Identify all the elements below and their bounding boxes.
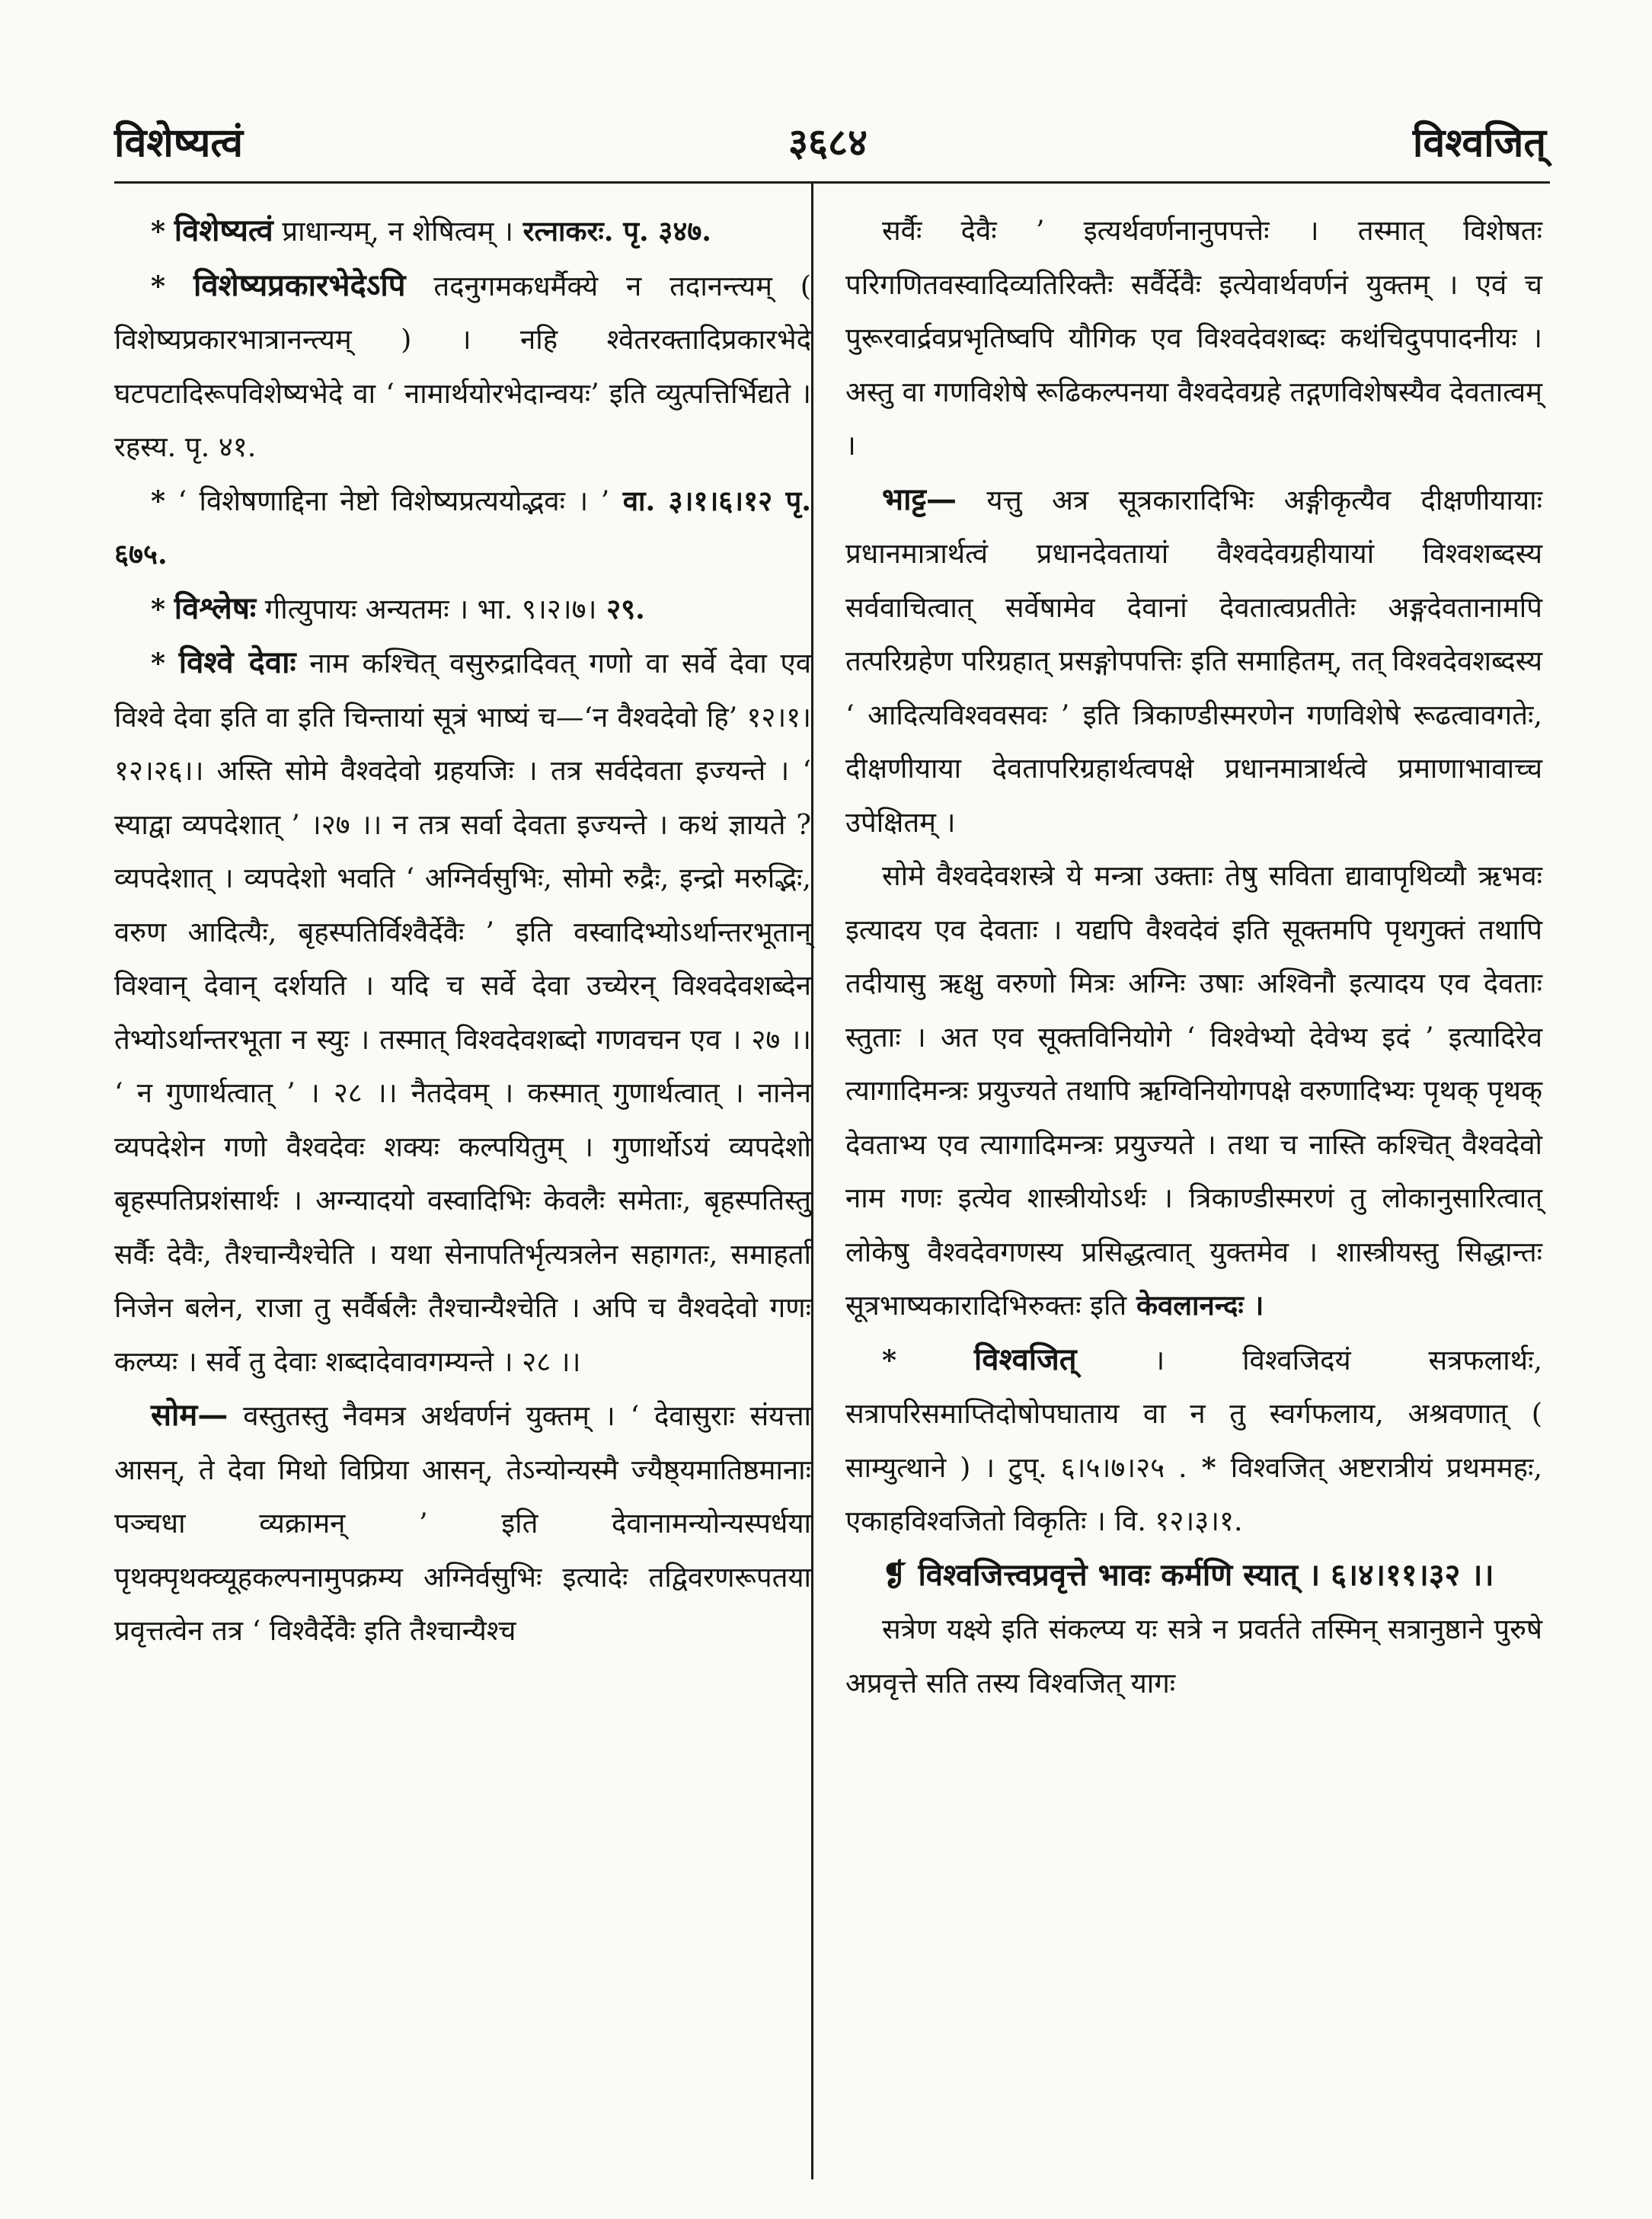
entry-keyword: विशेष्यप्रकारभेदेऽपि [193,267,406,303]
header-right-word: विश्वजित् [1412,120,1546,166]
entry-text: नाम कश्चित् वसुरुद्रादिवत् गणो वा सर्वे देवा एव विश्वे देवा इति वा इति चिन्तायां सूत्रं भाष्यं च—‘न वैश्वदेवो हि’ १२।१।१२।२६।। अस्ति सोमे वैश्वदेवो ग्रहयजिः । तत्र सर्वदेवता इज्यन्ते । ‘ स्याद्वा व्यपदेशात् ’ ।२७ ।। न तत्र सर्वा देवता इज्यन्ते । कथं ज्ञायते ? व्यपदेशात् । व्यपदेशो भवति ‘ अग्निर्वसुभिः, सोमो रुद्रैः, इन्द्रो मरुद्भिः, वरुण आदित्यैः, बृहस्पतिर्विश्वैर्देवैः ’ इति वस्वादिभ्योऽर्थान्तरभूतान् विश्वान् देवान् दर्शयति । यदि च सर्वे देवा उच्येरन् विश्वदेवशब्देन तेभ्योऽर्थान्तरभूता न स्युः । तस्मात् विश्वदेवशब्दो गणवचन एव । २७ ।। ‘ न गुणार्थत्वात् ’ । २८ ।। नैतदेवम् । कस्मात् गुणार्थत्वात् । नानेन व्यपदेशेन गणो वैश्वदेवः शक्यः कल्पयितुम् । गुणार्थोऽयं व्यपदेशो बृहस्पतिप्रशंसार्थः । अग्न्यादयो वस्वादिभिः केवलैः समेताः, बृहस्पतिस्तु सर्वैः देवैः, तैश्चान्यैश्चेति । यथा सेनापतिर्भृत्यत्रलेन सहागतः, समाहर्ता निजेन बलेन, राजा तु सर्वैर्बलैः तैश्चान्यैश्चेति । अपि च वैश्वदेवो गणः कल्प्यः । सर्वे तु देवाः शब्दादेवावगम्यन्ते । २८ ।। [114,647,811,1378]
entry-keyword: सोम— [151,1397,228,1433]
paragraph [845,473,1542,850]
entry-text: सत्रेण यक्ष्ये इति संकल्प्य यः सत्रे न प्रवर्तते तस्मिन् सत्रानुष्ठाने पुरुषे अप्रवृत्ते सति तस्य विश्वजित् यागः [845,1613,1542,1699]
entry-reference: केवलानन्दः । [1126,1289,1264,1322]
entry-reference: २९. [596,592,645,625]
header-rule [114,181,1550,184]
paragraph [114,259,811,475]
entry-text: सोमे वैश्वदेवशस्त्रे ये मन्त्रा उक्ताः तेषु सविता द्यावापृथिव्यौ ऋभवः इत्यादय एव देवताः । यद्यपि वैश्वदेवं इति सूक्तमपि पृथगुक्तं तथापि तदीयासु ऋक्षु वरुणो मित्रः अग्निः उषाः अश्विनौ इत्यादय एव देवताः स्तुताः । अत एव सूक्तविनियोगे ‘ विश्वेभ्यो देवेभ्य इदं ’ इत्यादिरेव त्यागादिमन्त्रः प्रयुज्यते तथापि ऋग्विनियोगपक्षे वरुणादिभ्यः पृथक् पृथक् देवताभ्य एव त्यागादिमन्त्रः प्रयुज्यते । तथा च नास्ति कश्चित् वैश्वदेवो नाम गणः इत्येव शास्त्रीयोऽर्थः । त्रिकाण्डीस्मरणं तु लोकानुसारित्वात् लोकेषु वैश्वदेवगणस्य प्रसिद्धत्वात् युक्तमेव । शास्त्रीयस्तु सिद्धान्तः सूत्रभाष्यकारादिभिरुक्तः इति [845,859,1542,1322]
entry-text: ‘ विशेषणाद्दिना नेष्टो विशेष्यप्रत्ययोद्भवः । ’ [177,484,610,517]
entry-marker: * [882,1343,897,1376]
entry-keyword: विशेष्यत्वं [174,213,273,248]
entry-marker: * [1187,1450,1231,1484]
paragraph [845,1333,1542,1549]
entry-marker: * [151,269,166,302]
entry-keyword: विश्लेषः [174,590,257,626]
entry-marker: * [151,647,166,679]
entry-keyword: विश्वजित् [973,1341,1077,1377]
paragraph [114,1389,811,1658]
paragraph [845,1549,1542,1603]
entry-text: वस्तुतस्तु नैवमत्र अर्थवर्णनं युक्तम् । ‘ देवासुराः संयत्ता आसन्, ते देवा मिथो विप्रिया आसन्, तेऽन्योन्यस्मै ज्यैष्ठ्यमातिष्ठमानाः पञ्चधा व्यक्रामन् ’ इति देवानामन्योन्यस्पर्धया पृथक्पृथक्व्यूहकल्पनामुपक्रम्य अग्निर्वसुभिः इत्यादेः तद्विवरणरूपतया प्रवृत्तत्वेन तत्र ‘ विश्वैर्देवैः इति तैश्चान्यैश्च [114,1399,811,1647]
entry-text: सर्वैः देवैः ’ इत्यर्थवर्णनानुपपत्तेः । तस्मात् विशेषतः परिगणितवस्वादिव्यतिरिक्तैः सर्वैर्देवैः इत्येवार्थवर्णनं युक्तम् । एवं च पुरूरवार्द्रवप्रभृतिष्वपि यौगिक एव विश्वदेवशब्दः कथंचिदुपपादनीयः । अस्तु वा गणविशेषे रूढिकल्पनया वैश्वदेवग्रहे तद्गणविशेषस्यैव देवतात्वम् । [845,214,1542,462]
column-divider [811,184,813,2179]
entry-reference: वा. ३।१।६।१२ पृ. ६७५. [114,484,811,571]
header-left-word: विशेष्यत्वं [114,120,244,166]
right-column [845,204,1542,1710]
left-column [114,204,811,1658]
entry-reference: रत्नाकरः. पृ. ३४७. [513,215,712,248]
paragraph [114,475,811,582]
entry-text: प्राधान्यम्, न शेषित्वम् । [273,215,513,248]
entry-text: यत्तु अत्र सूत्रकारादिभिः अङ्गीकृत्यैव दीक्षणीयायाः प्रधानमात्रार्थत्वं प्रधानदेवतायां वैश्वदेवग्रहीयायां विश्वशब्दस्य सर्ववाचित्वात् सर्वेषामेव देवानां देवतात्वप्रतीतेः अङ्गदेवतानामपि तत्परिग्रहेण परिग्रहात् प्रसङ्गोपपत्तिः इति समाहितम्, तत् विश्वदेवशब्दस्य ‘ आदित्यविश्ववसवः ’ इति त्रिकाण्डीस्मरणेन गणविशेषे रूढत्वावगतेः, दीक्षणीयाया देवतापरिग्रहार्थत्वपक्षे प्रधानमात्रार्थत्वे प्रमाणाभावाच्च उपेक्षितम् । [845,483,1542,839]
paragraph [114,636,811,1389]
paragraph [845,849,1542,1333]
paragraph [114,582,811,637]
entry-text: गीत्युपायः अन्यतमः । भा. ९।२।७। [256,592,597,625]
entry-marker: * [151,215,166,248]
entry-marker: * [151,484,166,517]
entry-text: विश्वजित् अष्टरात्रीयं प्रथममहः, एकाहविश्वजितो विकृतिः । वि. १२।३।१. [845,1450,1542,1537]
paragraph [114,204,811,259]
page-header [114,107,1546,175]
page-number: ३६८४ [788,120,868,165]
entry-text: तदनुगमकधर्मैक्ये न तदानन्त्यम् ( विशेष्यप्रकारभात्रानन्त्यम् ) । नहि श्वेतरक्तादिप्रकारभेदे घटपटादिरूपविशेष्यभेदे वा ‘ नामार्थयोरभेदान्वयः’ इति व्युत्पत्तिर्भिद्यते । रहस्य. पृ. ४१. [114,269,811,463]
entry-text: । विश्वजिदयं सत्रफलार्थः, सत्रापरिसमाप्तिदोषोपघाताय वा न तु स्वर्गफलाय, अश्रवणात् ( साम्युत्थाने ) । टुप्. ६।५।७।२५ . [845,1343,1542,1484]
entry-marker: * [151,592,166,625]
entry-keyword: विश्वे देवाः [178,644,296,680]
paragraph [845,204,1542,473]
paragraph [845,1603,1542,1710]
sutra-text: ❡ विश्वजित्त्वप्रवृत्ते भावः कर्मणि स्यात् । ६।४।११।३२ ।। [882,1556,1494,1593]
entry-keyword: भाट्ट— [882,481,957,517]
